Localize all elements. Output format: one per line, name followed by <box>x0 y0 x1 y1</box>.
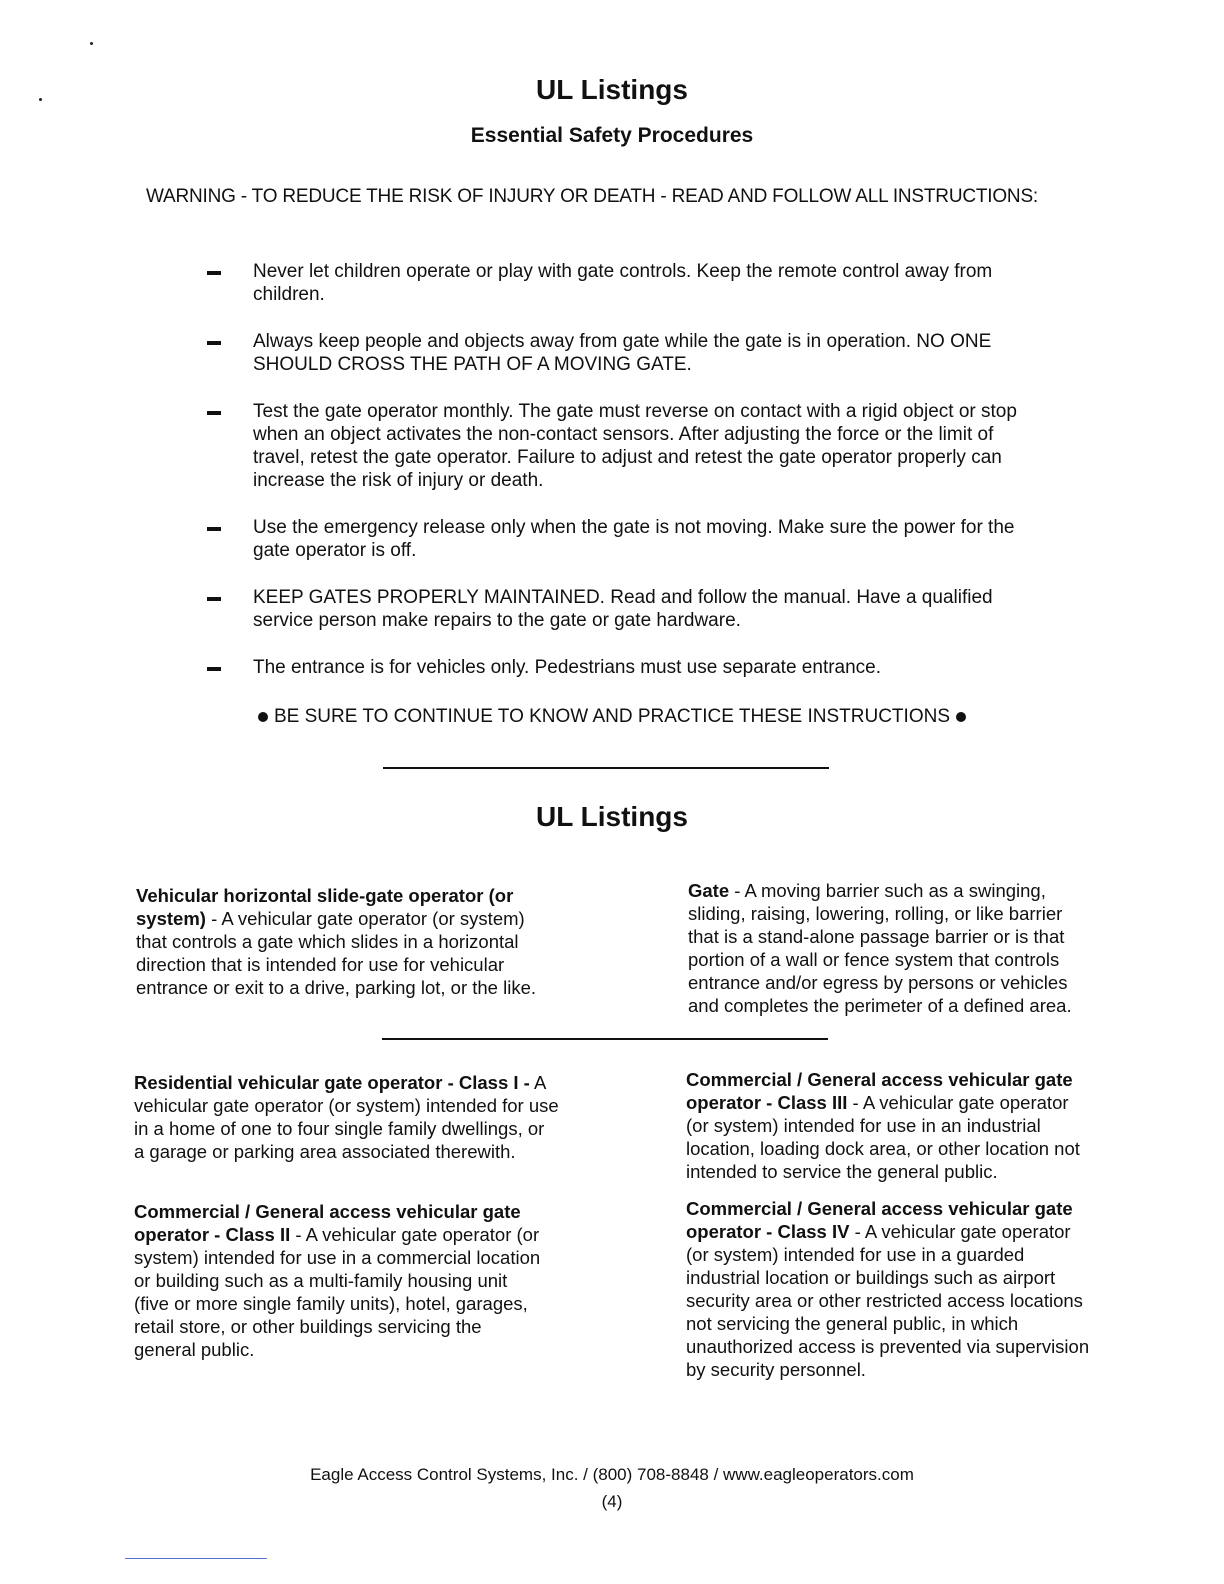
definition-gate <box>688 879 1088 1017</box>
dash-icon <box>207 271 221 275</box>
dash-icon <box>207 667 221 671</box>
dash-icon <box>207 341 221 345</box>
definition-term: Commercial / General access vehicular gate operator - Class II <box>134 1201 521 1245</box>
reminder-text: BE SURE TO CONTINUE TO KNOW AND PRACTICE THESE INSTRUCTIONS <box>273 706 950 727</box>
page-title: UL Listings <box>536 74 688 105</box>
bullet-dot-icon <box>956 712 966 722</box>
safety-item: Test the gate operator monthly. The gate must reverse on contact with a rigid object or stop when an object activates the non-contact sensors. After adjusting the force or the limit of travel, retest the gate operator. Failure to adjust and retest the gate operator properly can increase the risk of injury or death. <box>205 400 1035 492</box>
definition-text: A vehicular gate operator (or system) intended for use in a home of one to four single family dwellings, or a garage or parking area associated therewith. <box>134 1072 559 1162</box>
definition-text: - A vehicular gate operator (or system) that controls a gate which slides in a horizontal direction that is intended for use for vehicular entrance or exit to a drive, parking lot, or the like. <box>136 908 537 998</box>
definition-class-i <box>134 1071 559 1163</box>
safety-item: KEEP GATES PROPERLY MAINTAINED. Read and follow the manual. Have a qualified service person make repairs to the gate or gate hardware. <box>205 586 1035 632</box>
definition-text: - A vehicular gate operator (or system) intended for use in a guarded industrial location or buildings such as airport security area or other restricted access locations not servicing the general public, in which unauthorized access is prevented via supervision by security personnel. <box>686 1221 1090 1380</box>
definition-term: Residential vehicular gate operator - Class I - <box>134 1072 530 1093</box>
page-subtitle: Essential Safety Procedures <box>470 124 754 147</box>
scan-mark <box>125 1558 267 1559</box>
divider <box>383 767 829 769</box>
scan-speck <box>90 42 93 45</box>
divider <box>382 1038 828 1040</box>
definition-text: - A vehicular gate operator (or system) intended for use in an industrial location, loading dock area, or other location not intended to service the general public. <box>686 1092 1080 1182</box>
dash-icon <box>207 527 221 531</box>
definition-slide-gate-operator <box>136 884 556 999</box>
safety-item: The entrance is for vehicles only. Pedestrians must use separate entrance. <box>205 656 1035 679</box>
definition-class-ii <box>134 1200 544 1361</box>
footer-company: Eagle Access Control Systems, Inc. / (800) 708-8848 / www.eagleoperators.com <box>310 1465 914 1484</box>
definition-term: Commercial / General access vehicular gate operator - Class IV <box>686 1198 1073 1242</box>
safety-item: Never let children operate or play with gate controls. Keep the remote control away from children. <box>205 260 1035 306</box>
definition-term: Gate <box>688 880 730 901</box>
bullet-dot-icon <box>258 712 268 722</box>
definition-text: - A vehicular gate operator (or system) intended for use in a commercial location or building such as a multi-family housing unit (five or more single family units), hotel, garages, retail store, or other buildings servicing the general public. <box>134 1224 541 1360</box>
warning-text: WARNING - TO REDUCE THE RISK OF INJURY OR DEATH - READ AND FOLLOW ALL INSTRUCTIONS: <box>146 186 1039 207</box>
definition-class-iii <box>686 1068 1091 1183</box>
dash-icon <box>207 411 221 415</box>
safety-list <box>205 260 1035 703</box>
definition-term: Commercial / General access vehicular gate operator - Class III <box>686 1069 1073 1113</box>
definition-term: Vehicular horizontal slide-gate operator (or system) <box>136 885 514 929</box>
safety-item: Use the emergency release only when the gate is not moving. Make sure the power for the gate operator is off. <box>205 516 1035 562</box>
dash-icon <box>207 597 221 601</box>
definition-class-iv <box>686 1197 1091 1381</box>
page-number: (4) <box>601 1492 623 1511</box>
definition-text: - A moving barrier such as a swinging, sliding, raising, lowering, rolling, or like barrier that is a stand-alone passage barrier or is that portion of a wall or fence system that controls entrance and/or egress by persons or vehicles and completes the perimeter of a defined area. <box>688 880 1072 1016</box>
section-title: UL Listings <box>536 801 688 832</box>
reminder-line <box>0 706 1224 728</box>
safety-item: Always keep people and objects away from gate while the gate is in operation. NO ONE SHOULD CROSS THE PATH OF A MOVING GATE. <box>205 330 1035 376</box>
